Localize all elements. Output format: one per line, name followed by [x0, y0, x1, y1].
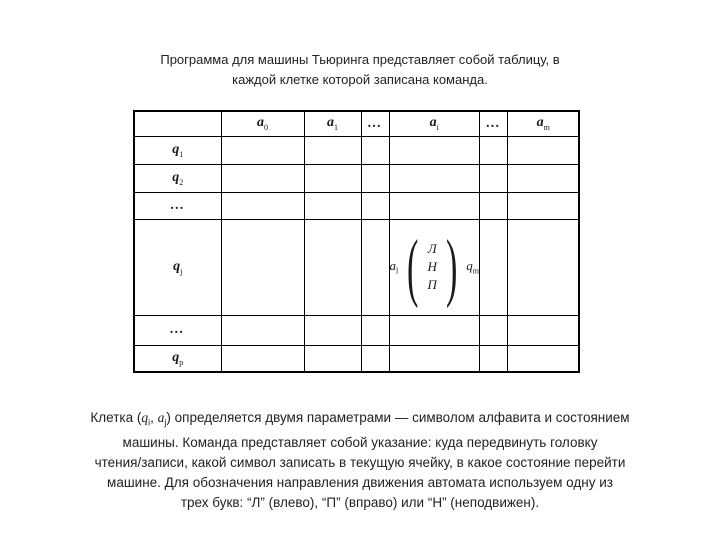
move-right: П	[427, 277, 437, 292]
outro-line-2: машины. Команда представляет собой указание: куда передвинуть головку	[122, 434, 598, 450]
row-q1	[134, 136, 579, 164]
header-row	[134, 111, 579, 136]
turing-program-table	[133, 110, 580, 373]
command-cell	[389, 219, 479, 315]
left-paren: (	[407, 225, 419, 309]
header-a0: $a_0$	[221, 111, 304, 136]
outro-text	[40, 408, 680, 513]
intro-line-1: Программа для машины Тьюринга представляет собой таблицу, в	[160, 52, 560, 67]
move-left: Л	[427, 241, 437, 256]
row-label-qj: $q_j$	[134, 219, 221, 315]
header-ai: $a_i$	[389, 111, 479, 136]
command-state: $q_m$	[466, 258, 479, 276]
row-label-q2: $q_2$	[134, 164, 221, 192]
right-paren: )	[445, 225, 458, 309]
move-options	[428, 240, 437, 294]
row-label-ellipsis: …	[134, 192, 221, 219]
corner-cell	[134, 111, 221, 136]
row-ellipsis	[134, 192, 579, 219]
row-qp	[134, 345, 579, 372]
outro-line-3: чтения/записи, какой символ записать в текущую ячейку, в какое состояние перейти	[94, 454, 626, 470]
intro-line-2: каждой клетке которой записана команда.	[232, 72, 488, 87]
row-qj	[134, 219, 579, 315]
row-q2	[134, 164, 579, 192]
outro-line-1: Клетка ($q_i$, $a_j$) определяется двумя параметрами — символом алфавита и состоянием	[90, 410, 630, 428]
move-none: Н	[427, 259, 437, 274]
outro-line-5: трех букв: “Л” (влево), “П” (вправо) или “Н” (неподвижен).	[180, 494, 540, 510]
row-label-ellipsis-light: …	[134, 315, 221, 345]
outro-line-4: машине. Для обозначения направления движения автомата используем одну из	[107, 474, 613, 490]
intro-text	[60, 50, 660, 90]
header-ellipsis-2: …	[479, 111, 507, 136]
header-am: $a_m$	[507, 111, 579, 136]
header-ellipsis-1: …	[361, 111, 389, 136]
row-ellipsis-light	[134, 315, 579, 345]
row-label-q1: $q_1$	[134, 136, 221, 164]
header-a1: $a_1$	[304, 111, 361, 136]
command-expression	[389, 225, 479, 309]
row-label-qp: $q_p$	[134, 345, 221, 372]
command-symbol: $a_l$	[389, 258, 399, 276]
